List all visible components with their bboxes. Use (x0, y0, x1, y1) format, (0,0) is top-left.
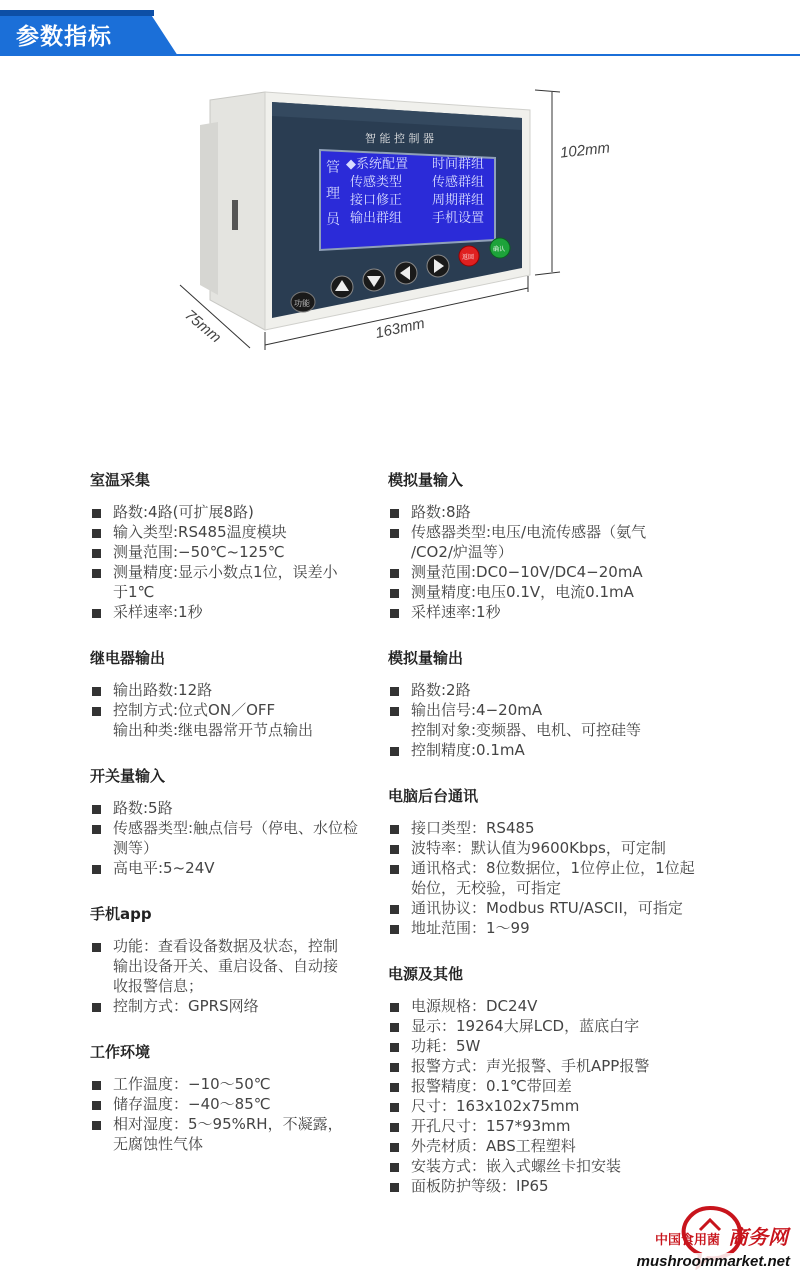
spec-item: 传感器类型:电压/电流传感器（氨气 (388, 522, 728, 542)
spec-item: 高电平:5~24V (90, 858, 410, 878)
side-clip (232, 200, 238, 230)
right-button[interactable] (427, 255, 449, 277)
spec-section-title: 模拟量输出 (388, 649, 464, 667)
spec-item-continuation: 测等） (113, 839, 159, 857)
spec-item: 采样速率:1秒 (388, 602, 728, 622)
spec-item: 储存温度：−40～85℃ (90, 1094, 410, 1114)
spec-item: 测量范围:−50℃~125℃ (90, 542, 410, 562)
spec-item: 尺寸：163x102x75mm (388, 1096, 728, 1116)
spec-section-title: 电脑后台通讯 (388, 787, 479, 805)
spec-section-title: 手机app (90, 905, 152, 923)
spec-item: 测量范围:DC0−10V/DC4−20mA (388, 562, 728, 582)
spec-item: 通讯格式：8位数据位，1位停止位，1位起 (388, 858, 728, 878)
lcd-menu-item: 周期群组 (432, 193, 485, 208)
spec-item: 控制方式：GPRS网络 (90, 996, 410, 1016)
lcd-side-char: 管 (326, 160, 340, 176)
spec-item: 通讯协议：Modbus RTU/ASCII，可指定 (388, 898, 728, 918)
spec-item: 报警方式：声光报警、手机APP报警 (388, 1056, 728, 1076)
spec-item: 面板防护等级：IP65 (388, 1176, 728, 1196)
lcd-menu-item: 接口修正 (350, 193, 403, 208)
spec-section-title: 工作环境 (90, 1043, 151, 1061)
dimension-height-label: 102mm (559, 139, 611, 162)
spec-item: 测量精度:显示小数点1位，误差小 (90, 562, 410, 582)
spec-item: 地址范围：1～99 (388, 918, 728, 938)
spec-item: 相对湿度：5～95%RH，不凝露， (90, 1114, 410, 1134)
spec-item: 波特率：默认值为9600Kbps，可定制 (388, 838, 728, 858)
lcd-side-char: 员 (326, 212, 340, 228)
spec-item-continuation: 于1℃ (113, 583, 155, 601)
spec-item: 显示：19264大屏LCD，蓝底白字 (388, 1016, 728, 1036)
spec-item: 路数:8路 (388, 502, 728, 522)
spec-item: 路数:5路 (90, 798, 410, 818)
page-title: 参数指标 (16, 24, 112, 50)
header-tab-accent (0, 10, 154, 16)
up-button[interactable] (331, 276, 353, 298)
device-illustration (170, 70, 640, 380)
housing-rail (200, 122, 218, 295)
dimension-depth-label: 75mm (181, 306, 225, 347)
spec-item: 路数:2路 (388, 680, 728, 700)
spec-item-continuation: /CO2/炉温等） (411, 543, 513, 561)
spec-section (90, 1042, 410, 1154)
down-button[interactable] (363, 269, 385, 291)
function-button-label: 功能 (294, 299, 310, 308)
spec-column-right (388, 470, 728, 1222)
confirm-button[interactable] (490, 238, 510, 258)
back-button[interactable] (459, 246, 479, 266)
spec-item: 安装方式：嵌入式螺丝卡扣安装 (388, 1156, 728, 1176)
spec-section (90, 904, 410, 1016)
back-button-label: 返回 (462, 254, 475, 261)
spec-section (90, 648, 410, 740)
spec-item-continuation: 始位，无校验，可指定 (411, 879, 562, 897)
spec-section (388, 648, 728, 760)
lcd-menu-item: ◆系统配置 (346, 157, 408, 172)
spec-item: 输入类型:RS485温度模块 (90, 522, 410, 542)
spec-item: 传感器类型:触点信号（停电、水位检 (90, 818, 410, 838)
spec-section (90, 470, 410, 622)
function-button[interactable] (291, 292, 315, 312)
lcd-menu-item: 手机设置 (432, 211, 485, 226)
lcd-menu-item: 时间群组 (432, 157, 485, 172)
spec-item: 工作温度：−10～50℃ (90, 1074, 410, 1094)
lcd-side-char: 理 (326, 186, 340, 202)
dimension-width-label: 163mm (373, 314, 427, 343)
spec-item-continuation: 控制对象:变频器、电机、可控硅等 (411, 721, 642, 739)
spec-item: 控制方式:位式ON／OFF (90, 700, 410, 720)
spec-item: 报警精度：0.1℃带回差 (388, 1076, 728, 1096)
spec-section (388, 786, 728, 938)
spec-item: 功能：查看设备数据及状态，控制 (90, 936, 410, 956)
spec-item: 输出路数:12路 (90, 680, 410, 700)
spec-item: 输出信号:4−20mA (388, 700, 728, 720)
panel-title: 智 能 控 制 器 (365, 132, 434, 145)
spec-column-left (90, 470, 410, 1180)
spec-item-continuation: 无腐蚀性气体 (113, 1135, 204, 1153)
lcd-menu-item: 传感群组 (432, 175, 485, 190)
spec-section (388, 964, 728, 1196)
spec-item-continuation: 输出种类:继电器常开节点输出 (113, 721, 314, 739)
spec-item: 开孔尺寸：157*93mm (388, 1116, 728, 1136)
header-rule (150, 54, 800, 56)
watermark-url: mushroommarket.net (636, 1253, 790, 1270)
spec-section-title: 模拟量输入 (388, 471, 464, 489)
spec-item: 接口类型：RS485 (388, 818, 728, 838)
spec-section-title: 继电器输出 (90, 649, 166, 667)
spec-section-title: 电源及其他 (388, 965, 464, 983)
watermark (552, 1200, 792, 1270)
spec-section (90, 766, 410, 878)
spec-item: 测量精度:电压0.1V，电流0.1mA (388, 582, 728, 602)
spec-item: 电源规格：DC24V (388, 996, 728, 1016)
spec-section (388, 470, 728, 622)
spec-item: 控制精度:0.1mA (388, 740, 728, 760)
section-header (0, 0, 800, 64)
spec-section-title: 开关量输入 (90, 767, 166, 785)
watermark-brand: 商务网 (728, 1225, 788, 1249)
watermark-cn-text: 中国食用菌 (654, 1233, 720, 1248)
left-button[interactable] (395, 262, 417, 284)
lcd-menu-item: 传感类型 (350, 175, 403, 190)
spec-item: 功耗：5W (388, 1036, 728, 1056)
spec-section-title: 室温采集 (90, 471, 151, 489)
confirm-button-label: 确认 (493, 246, 506, 253)
spec-item-continuation: 输出设备开关、重启设备、自动接 (113, 957, 339, 975)
spec-item-continuation: 收报警信息； (113, 977, 204, 995)
lcd-menu-item: 输出群组 (350, 211, 403, 226)
spec-item: 外壳材质：ABS工程塑料 (388, 1136, 728, 1156)
spec-item: 路数:4路(可扩展8路) (90, 502, 410, 522)
spec-item: 采样速率:1秒 (90, 602, 410, 622)
